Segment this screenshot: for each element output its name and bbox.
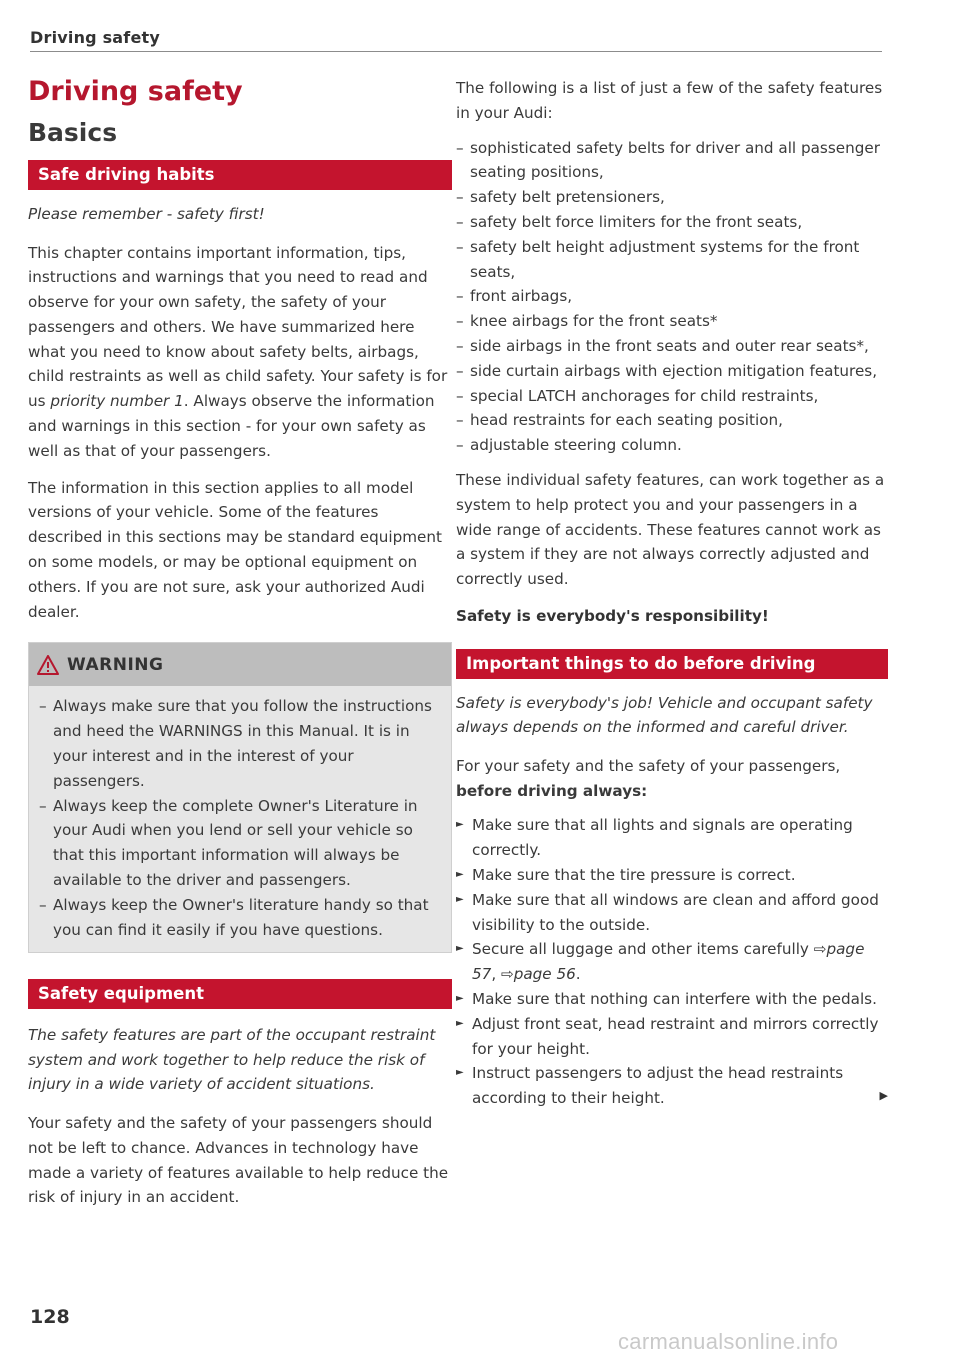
before-driving-steps: [456, 813, 888, 1111]
page-57-link[interactable]: ⇨page 57: [472, 940, 865, 984]
heading-safety-equipment: Safety equipment: [28, 979, 452, 1009]
heading-before-driving: Important things to do before driving: [456, 649, 888, 679]
header-rule: [30, 51, 882, 52]
paragraph-individual-features: These individual safety features, can work together as a system to help protect you and your passengers in a wide range of accidents. These features cannot work as a system if they are not always correctly adjusted and correctly used.: [456, 470, 885, 589]
subheading-responsibility: Safety is everybody's responsibility!: [456, 606, 769, 625]
list-item: – head restraints for each seating position,: [456, 408, 888, 433]
paragraph-before-driving-lead: For your safety and the safety of your passengers, before driving always:: [456, 756, 841, 800]
right-column: [456, 76, 888, 1111]
step-item: ► Make sure that the tire pressure is correct.: [456, 863, 888, 888]
warning-label: WARNING: [67, 654, 164, 675]
list-item: – knee airbags for the front seats*: [456, 309, 888, 334]
list-item: – side airbags in the front seats and outer rear seats*,: [456, 334, 888, 359]
list-item: – safety belt height adjustment systems for the front seats,: [456, 235, 888, 285]
heading-safe-driving-habits: Safe driving habits: [28, 160, 452, 190]
step-item: ► Secure all luggage and other items carefully ⇨page 57, ⇨page 56.: [456, 937, 888, 987]
list-item: – side curtain airbags with ejection mitigation features,: [456, 359, 888, 384]
running-header: Driving safety: [30, 28, 160, 47]
paragraph-list-intro: The following is a list of just a few of the safety features in your Audi:: [456, 79, 883, 122]
warning-item: – Always make sure that you follow the instructions and heed the WARNINGS in this Manual. It is in your interest and in the interest of your passengers.: [39, 694, 437, 793]
warning-item: – Always keep the Owner's literature handy so that you can find it easily if you have questions.: [39, 893, 437, 943]
warning-triangle-icon: [37, 655, 59, 675]
list-item: – safety belt pretensioners,: [456, 185, 888, 210]
watermark: carmanualsonline.info: [618, 1329, 839, 1354]
intro-safety-first: Please remember - safety first!: [28, 205, 265, 223]
step-item: ► Make sure that nothing can interfere with the pedals.: [456, 987, 888, 1012]
page-56-link[interactable]: ⇨page 56: [500, 965, 576, 984]
warning-body: [29, 686, 451, 952]
step-item: ► Adjust front seat, head restraint and mirrors correctly for your height.: [456, 1012, 888, 1062]
intro-safety-features: The safety features are part of the occupant restraint system and work together to help reduce the risk of injury in a wide variety of accident situations.: [28, 1026, 436, 1094]
chapter-title: Driving safety: [28, 76, 243, 107]
page-number: 128: [30, 1306, 70, 1328]
step-item: ► Make sure that all lights and signals are operating correctly.: [456, 813, 888, 863]
list-item: – sophisticated safety belts for driver and all passenger seating positions,: [456, 136, 888, 186]
paragraph-model-versions: The information in this section applies to all model versions of your vehicle. Some of the features described in this sections may be standard equipment on some models, or may be optional equipment on others. If you are not sure, ask your authorized Audi dealer.: [28, 478, 442, 621]
warning-header: [29, 643, 451, 686]
paragraph-important-info: This chapter contains important information, tips, instructions and warnings that you need to read and observe for your own safety, the safety of your passengers and others. We have summarized here what you need to know about safety belts, airbags, child restraints as well as child safety. Your safety is for us priority number 1. Always observe the information and warnings in this section - for your own safety as well as that of your passengers.: [28, 243, 448, 460]
continue-arrow-icon: ▶: [879, 1089, 888, 1103]
list-item: – special LATCH anchorages for child restraints,: [456, 384, 888, 409]
paragraph-your-safety: Your safety and the safety of your passengers should not be left to chance. Advances in technology have made a variety of features available to help reduce the risk of injury in an accident.: [28, 1113, 449, 1207]
left-column: [28, 74, 452, 1210]
warning-box: [28, 642, 452, 953]
warning-item: – Always keep the complete Owner's Literature in your Audi when you lend or sell your vehicle so that this important information will always be available to the driver and passengers.: [39, 794, 437, 893]
section-title-basics: Basics: [28, 118, 118, 147]
safety-features-list: [456, 136, 888, 458]
list-item: – adjustable steering column.: [456, 433, 888, 458]
list-item: – safety belt force limiters for the front seats,: [456, 210, 888, 235]
step-item: ► Make sure that all windows are clean and afford good visibility to the outside.: [456, 888, 888, 938]
intro-everybodys-job: Safety is everybody's job! Vehicle and occupant safety always depends on the informed and careful driver.: [456, 693, 873, 737]
step-item: ► Instruct passengers to adjust the head restraints according to their height. ▶: [456, 1061, 888, 1111]
list-item: – front airbags,: [456, 284, 888, 309]
